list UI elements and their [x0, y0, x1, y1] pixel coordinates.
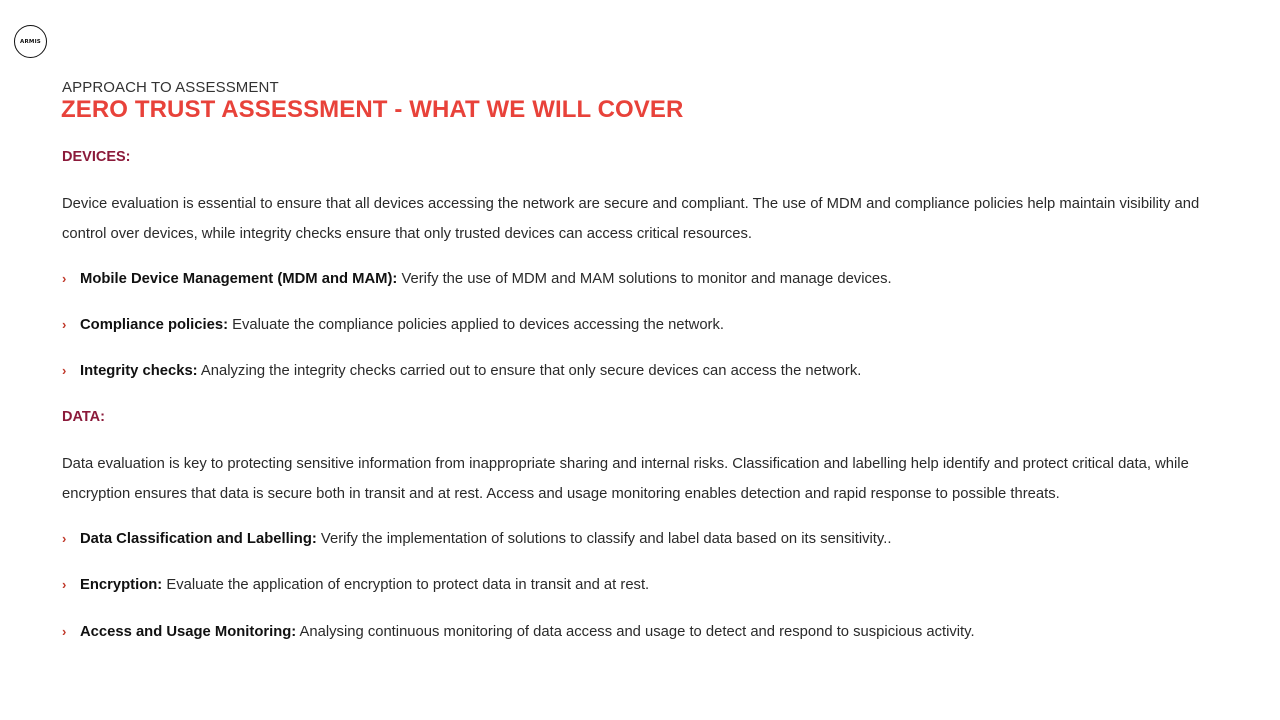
slide-title: ZERO TRUST ASSESSMENT - WHAT WE WILL COVER [61, 96, 684, 123]
list-item [62, 529, 1222, 549]
section-heading-data: DATA: [62, 409, 105, 425]
section-paragraph-devices: Device evaluation is essential to ensure that all devices accessing the network are secure and compliant. The use of MDM and compliance policies help maintain visibility and control over devices, while integrity checks ensure that only trusted devices can access critical resources. [62, 196, 1200, 242]
bullet-label: Data Classification and Labelling: [80, 531, 317, 547]
section-heading-devices: DEVICES: [62, 149, 131, 165]
bullet-text: Evaluate the compliance policies applied to devices accessing the network. [228, 317, 724, 333]
bullet-label: Mobile Device Management (MDM and MAM): [80, 271, 398, 287]
bullet-label: Access and Usage Monitoring: [80, 624, 297, 640]
chevron-right-icon: › [62, 577, 67, 592]
list-item [62, 622, 1222, 642]
chevron-right-icon: › [62, 317, 67, 332]
logo-text: ARMIS [20, 38, 41, 45]
chevron-right-icon: › [62, 624, 67, 639]
section-paragraph-data: Data evaluation is key to protecting sensitive information from inappropriate sharing and internal risks. Classification and labelling help identify and protect critical data, while encryption ensures that data is secure both in transit and at rest. Access and usage monitoring enables detection and rapid response to possible threats. [62, 456, 1189, 502]
bullet-text: Analyzing the integrity checks carried out to ensure that only secure devices can access the network. [197, 363, 862, 379]
bullet-label: Encryption: [80, 577, 163, 593]
chevron-right-icon: › [62, 363, 67, 378]
list-item [62, 361, 1222, 381]
bullet-text: Evaluate the application of encryption to protect data in transit and at rest. [162, 577, 650, 593]
list-item [62, 575, 1222, 595]
bullet-text: Analysing continuous monitoring of data access and usage to detect and respond to suspicious activity. [296, 624, 975, 640]
bullet-text: Verify the implementation of solutions to classify and label data based on its sensitivity.. [316, 531, 892, 547]
bullet-label: Integrity checks: [80, 363, 198, 379]
bullet-label: Compliance policies: [80, 317, 229, 333]
list-item [62, 269, 1222, 289]
chevron-right-icon: › [62, 531, 67, 546]
chevron-right-icon: › [62, 271, 67, 286]
company-logo [14, 25, 47, 58]
list-item [62, 315, 1222, 335]
bullet-text: Verify the use of MDM and MAM solutions to monitor and manage devices. [397, 271, 892, 287]
slide-eyebrow: APPROACH TO ASSESSMENT [62, 79, 279, 96]
